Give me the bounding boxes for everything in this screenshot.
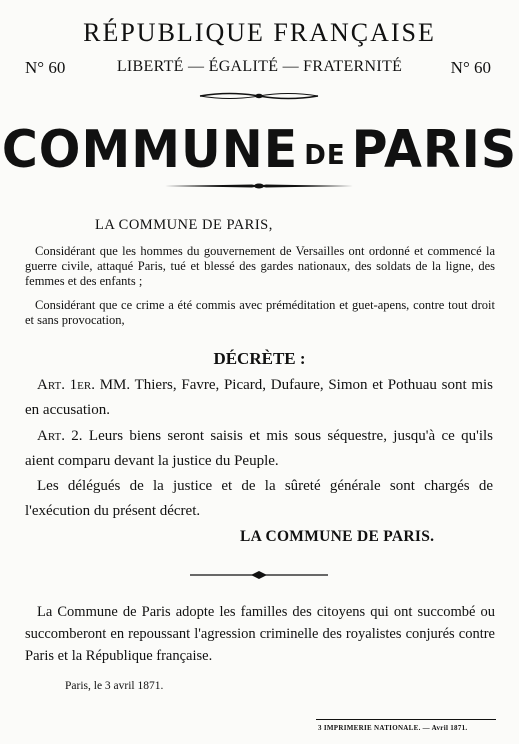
title-de: DE xyxy=(304,139,346,172)
decree-date: Paris, le 3 avril 1871. xyxy=(65,680,164,692)
article-1 xyxy=(25,373,493,423)
article-2 xyxy=(25,424,493,474)
article-1-text: MM. Thiers, Favre, Picard, Dufaure, Simon et Pothuau sont mis en accusation. xyxy=(25,377,494,418)
republic-heading: RÉPUBLIQUE FRANÇAISE xyxy=(83,18,436,47)
article-2-text: Leurs biens seront saisis et mis sous séquestre, jusqu'à ce qu'ils aient comparu devant la justice du Peuple. xyxy=(25,428,493,469)
poster-number-left: N° 60 xyxy=(25,58,66,77)
consider-paragraph-1: Considérant que les hommes du gouvernement de Versailles ont ordonné et commencé la guerre civile, attaqué Paris, tué et blessé des gardes nationaux, des soldats de la ligne, des femmes et des enfants ; xyxy=(25,244,495,288)
article-1-label: Art. 1er. xyxy=(37,377,95,393)
consider-paragraph-2: Considérant que ce crime a été commis avec préméditation et guet-apens, contre tout droit et sans provocation, xyxy=(25,298,495,327)
decree-heading: DÉCRÈTE : xyxy=(213,349,306,368)
title-paris: PARIS xyxy=(351,120,518,180)
preamble-heading: LA COMMUNE DE PARIS, xyxy=(95,217,273,233)
decree-signature: LA COMMUNE DE PARIS. xyxy=(240,528,435,545)
printer-imprint: 3 IMPRIMERIE NATIONALE. — Avril 1871. xyxy=(318,724,468,732)
title-ornament xyxy=(0,180,519,192)
poster-title xyxy=(0,120,519,180)
header-ornament xyxy=(0,90,519,102)
title-commune: COMMUNE xyxy=(1,120,299,180)
printer-rule xyxy=(316,719,496,720)
delegates-paragraph: Les délégués de la justice et de la sûreté générale sont chargés de l'exécution du présent décret. xyxy=(25,478,493,519)
article-2-label: Art. 2. xyxy=(37,428,83,444)
motto: LIBERTÉ — ÉGALITÉ — FRATERNITÉ xyxy=(116,58,403,75)
middle-ornament xyxy=(0,569,519,581)
adoption-paragraph: La Commune de Paris adopte les familles des citoyens qui ont succombé ou succomberont en repoussant l'agression criminelle des royalistes conjurés contre Paris et la République française. xyxy=(25,604,495,664)
poster-number-right: N° 60 xyxy=(450,58,491,77)
